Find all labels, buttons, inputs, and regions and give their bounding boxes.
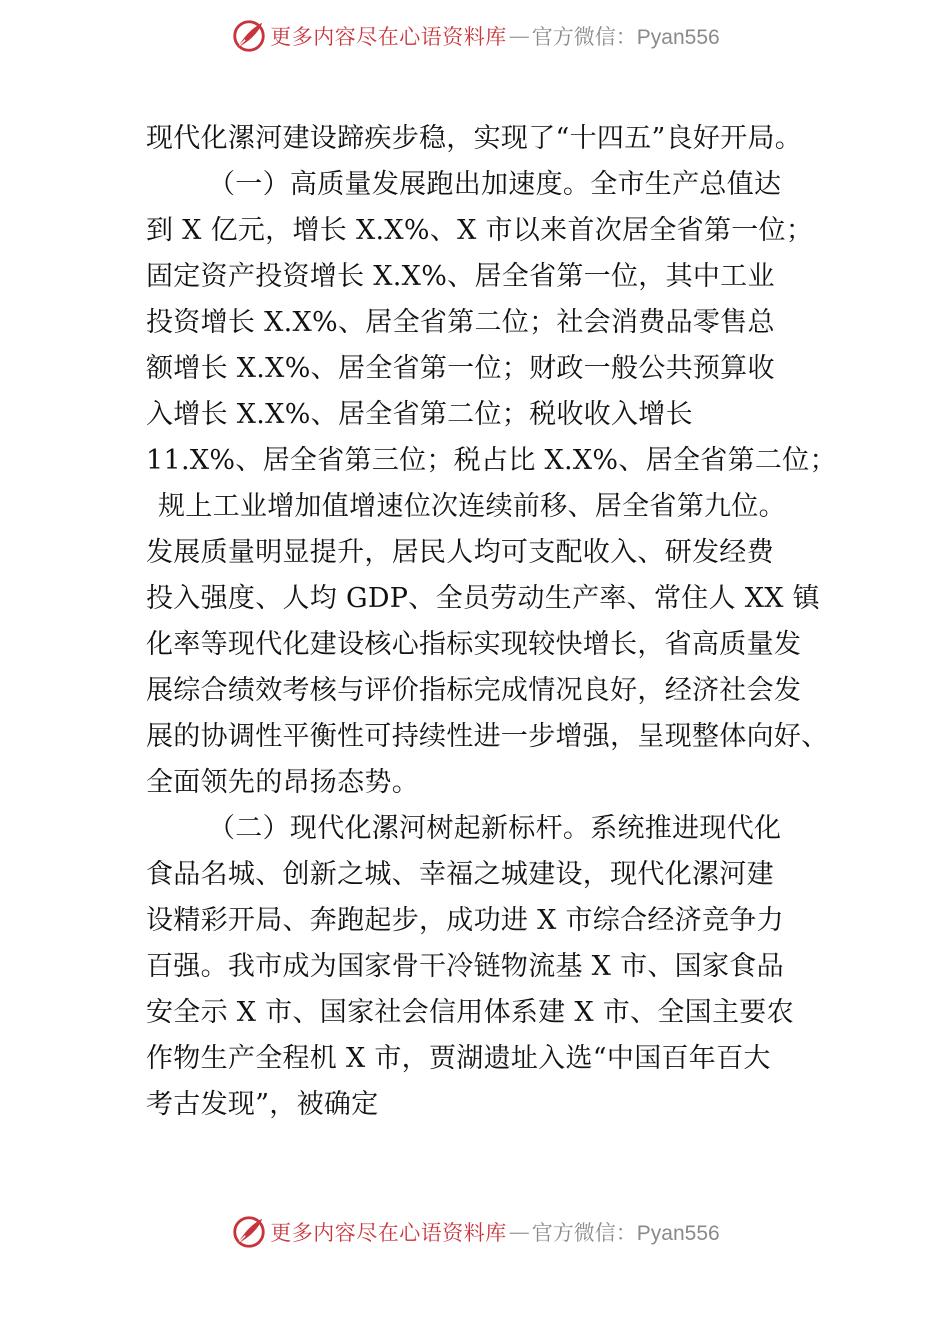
banner-separator: —	[508, 1220, 530, 1244]
header-banner	[0, 14, 950, 58]
wechat-id: Pyan556	[636, 1222, 720, 1245]
body-line: 展的协调性平衡性可持续性进一步增强，呈现整体向好、	[146, 721, 829, 752]
body-line: （二）现代化漯河树起新标杆。系统推进现代化	[208, 813, 782, 844]
wechat-label: 官方微信：	[531, 25, 637, 49]
body-line: 展综合绩效考核与评价指标完成情况良好，经济社会发	[146, 675, 802, 706]
quill-logo-icon	[230, 1213, 268, 1251]
banner-text: 更多内容尽在心语资料库	[270, 25, 507, 49]
body-line: 考古发现”，被确定	[146, 1089, 379, 1120]
body-line: 百强。我市成为国家骨干冷链物流基 X 市、国家食品	[146, 951, 784, 982]
footer-banner	[0, 1210, 950, 1254]
body-line: 食品名城、创新之城、幸福之城建设，现代化漯河建	[146, 859, 774, 890]
body-line: 11.X%、居全省第三位；税占比 X.X%、居全省第二位；	[146, 445, 837, 476]
body-line: 到 X 亿元，增长 X.X%、X 市以来首次居全省第一位；	[146, 215, 814, 246]
body-line: 现代化漯河建设蹄疾步稳，实现了“十四五”良好开局。	[146, 123, 803, 154]
banner-text: 更多内容尽在心语资料库	[270, 1221, 507, 1245]
wechat-info	[532, 21, 720, 51]
body-line: 安全示 X 市、国家社会信用体系建 X 市、全国主要农	[146, 997, 794, 1028]
body-line: 规上工业增加值增速位次连续前移、居全省第九位。	[158, 491, 786, 522]
body-line: 固定资产投资增长 X.X%、居全省第一位，其中工业	[146, 261, 775, 292]
body-line: 设精彩开局、奔跑起步，成功进 X 市综合经济竞争力	[146, 905, 784, 936]
body-line: 投入强度、人均 GDP、全员劳动生产率、常住人 XX 镇	[146, 583, 820, 614]
body-line: 化率等现代化建设核心指标实现较快增长，省高质量发	[146, 629, 802, 660]
wechat-id: Pyan556	[636, 26, 720, 49]
body-line: 入增长 X.X%、居全省第二位；税收收入增长	[146, 399, 693, 430]
body-line: 额增长 X.X%、居全省第一位；财政一般公共预算收	[146, 353, 775, 384]
body-line: 发展质量明显提升，居民人均可支配收入、研发经费	[146, 537, 774, 568]
body-line: 作物生产全程机 X 市，贾湖遗址入选“中国百年百大	[146, 1043, 771, 1074]
body-line: 全面领先的昂扬态势。	[146, 767, 419, 798]
body-line: （一）高质量发展跑出加速度。全市生产总值达	[208, 169, 782, 200]
banner-separator: —	[508, 24, 530, 48]
wechat-info	[532, 1217, 720, 1247]
body-line: 投资增长 X.X%、居全省第二位；社会消费品零售总	[146, 307, 775, 338]
wechat-label: 官方微信：	[531, 1221, 637, 1245]
document-body	[146, 116, 846, 1128]
quill-logo-icon	[230, 17, 268, 55]
